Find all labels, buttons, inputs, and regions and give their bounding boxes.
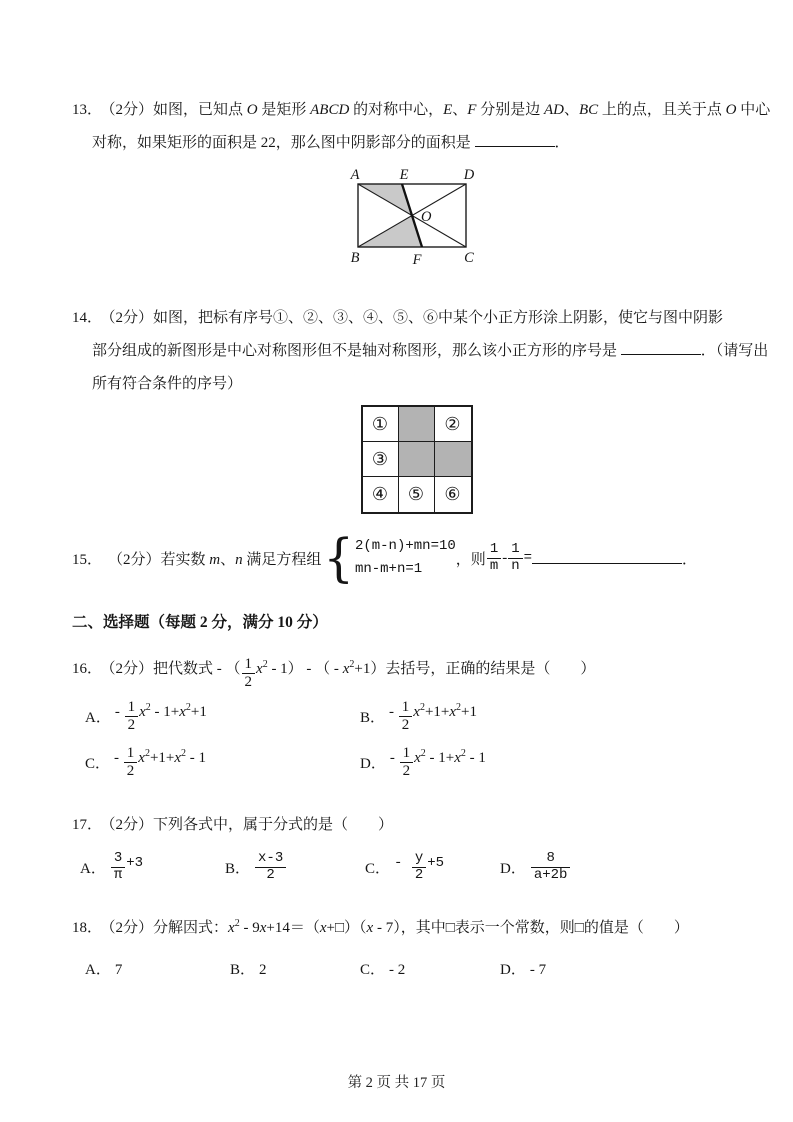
equation-2: mn-m+n=1: [354, 561, 423, 577]
equals-sign: =: [523, 550, 533, 566]
q17-options-row: [80, 848, 737, 888]
q14-text-2: 部分组成的新图形是中心对称图形但不是轴对称图形，那么该小正方形的序号是 ．（请写出: [92, 343, 768, 359]
q18-text: （2分）分解因式：$x^2$ - 9x+14＝（x+□）（x - 7），其中□表示一个常数，则□的值是（ ）: [108, 917, 689, 936]
q17-option-a: [80, 851, 225, 883]
figure-label-e: E: [399, 167, 408, 183]
option-d-math: - 7: [529, 961, 547, 978]
q18-option-b: [230, 955, 360, 985]
q17-option-c: [365, 851, 500, 883]
option-a-math: - $\frac{1}{2}$ $x^2 - 1+x^2+1$: [114, 699, 207, 734]
grid-cell: ①: [363, 407, 399, 442]
q16-options-row-1: [85, 697, 737, 737]
figure-label-c: C: [463, 250, 474, 266]
figure-label-o: O: [420, 209, 431, 225]
option-a-math: $\frac{3}{\pi}$ +3: [110, 851, 143, 883]
q14-text-1: （2分）如图，把标有序号①、②、③、④、⑤、⑥中某个小正方形涂上阴影，使它与图中阴影: [108, 310, 724, 326]
option-b-label: B．: [225, 861, 251, 878]
rectangle-figure: [348, 166, 482, 266]
figure-label-d: D: [463, 167, 474, 183]
q17-option-d: [500, 851, 571, 883]
q15-comma: ，: [455, 551, 471, 568]
q16-options-row-2: [85, 743, 737, 783]
option-a-label: A．: [80, 861, 106, 878]
option-d-math: $\frac{8}{a+2b}$: [530, 851, 572, 883]
grid-cell: ②: [435, 407, 471, 442]
q13-figure: [82, 166, 747, 268]
q15-period: ．: [682, 551, 698, 568]
question-14: [72, 302, 769, 401]
fraction-1-over-m: $\frac{1}{m}$: [486, 542, 502, 574]
q14-figure: [84, 405, 749, 514]
q16-option-a: [85, 699, 360, 734]
option-c-label: C．: [85, 756, 111, 773]
q18-option-c: [360, 955, 500, 985]
q14-number: 14．: [72, 310, 103, 326]
equation-1: 2(m-n)+mn=10: [354, 538, 456, 554]
q16-text: （2分）把代数式 - （ $\frac{1}{2}$ $x^2 - 1$） - （ - $x^2+1$）去括号，正确的结果是（ ）: [108, 655, 596, 690]
q18-number: 18．: [72, 919, 103, 936]
option-c-math: - $\frac{1}{2}$ $x^2+1+x^2 - 1$: [114, 745, 207, 780]
grid-cell-shaded: [435, 442, 471, 477]
option-d-label: D．: [360, 756, 386, 773]
grid-cell-shaded: [399, 442, 435, 477]
option-c-math: - 2: [389, 961, 406, 978]
q16-option-c: [85, 745, 360, 780]
minus-sign: -: [502, 549, 508, 566]
question-17-stem: [72, 809, 737, 842]
q17-text: （2分）下列各式中，属于分式的是（ ）: [108, 816, 394, 833]
grid-cell-shaded: [399, 407, 435, 442]
option-a-label: A．: [85, 961, 111, 978]
section-2-header: 二、选择题（每题 2 分，满分 10 分）: [72, 614, 328, 631]
equation-system: [355, 535, 456, 581]
option-c-label: C．: [365, 861, 391, 878]
option-b-math: 2: [259, 961, 267, 978]
grid-cell: ④: [363, 477, 399, 512]
option-b-label: B．: [360, 710, 386, 727]
question-13: [72, 94, 771, 160]
option-b-label: B．: [230, 961, 256, 978]
q16-number: 16．: [72, 661, 103, 677]
q13-line-2: [92, 127, 737, 160]
q13-line-1: [72, 94, 771, 127]
option-b-math: $\frac{x-3}{2}$: [254, 851, 287, 883]
q13-text-1: （2分）如图，已知点 O 是矩形 ABCD 的对称中心，E、F 分别是边 AD、BC 上的点，且关于点 O 中心: [108, 102, 771, 118]
q16-option-d: [360, 745, 486, 780]
q14-line-1: [72, 302, 737, 335]
option-d-math: - $\frac{1}{2}$ $x^2 - 1+x^2 - 1$: [389, 745, 486, 780]
q18-options-row: [85, 955, 737, 985]
figure-label-f: F: [412, 252, 421, 266]
q13-number: 13．: [72, 102, 103, 118]
q14-line-2: [92, 335, 769, 368]
figure-label-b: B: [350, 250, 359, 266]
q15-prefix: （2分）若实数 m、n 满足方程组: [108, 551, 322, 568]
question-18-stem: [72, 912, 737, 945]
q18-option-a: [85, 955, 230, 985]
option-c-math: - $\frac{y}{2}$ +5: [394, 850, 445, 884]
question-15: [72, 527, 737, 589]
q17-number: 17．: [72, 816, 103, 833]
grid-cell: ⑤: [399, 477, 435, 512]
q13-text-2: 对称，如果矩形的面积是 22，那么图中阴影部分的面积是 ．: [92, 135, 570, 151]
option-d-label: D．: [500, 961, 526, 978]
option-b-math: - $\frac{1}{2}$ $x^2+1+x^2+1$: [389, 699, 477, 734]
q15-number: 15．: [72, 551, 103, 568]
q16-option-b: [360, 699, 477, 734]
q14-line-3: [92, 368, 737, 401]
q17-option-b: [225, 851, 365, 883]
q15-answer-blank: [532, 547, 682, 568]
q15-middle: 则: [470, 551, 486, 568]
grid-cell: ③: [363, 442, 399, 477]
q14-grid: [361, 405, 473, 514]
option-c-label: C．: [360, 961, 386, 978]
system-brace: {: [323, 527, 354, 589]
option-a-math: 7: [114, 961, 123, 978]
option-a-label: A．: [85, 710, 111, 727]
question-16-stem: [72, 653, 737, 691]
grid-cell: ⑥: [444, 484, 461, 505]
page-footer: 第 2 页 共 17 页: [347, 1075, 446, 1091]
q18-option-d: [500, 955, 546, 985]
option-d-label: D．: [500, 861, 526, 878]
figure-label-a: A: [350, 167, 359, 183]
fraction-1-over-n: $\frac{1}{n}$: [507, 542, 523, 574]
q14-text-3: 所有符合条件的序号）: [92, 376, 243, 392]
